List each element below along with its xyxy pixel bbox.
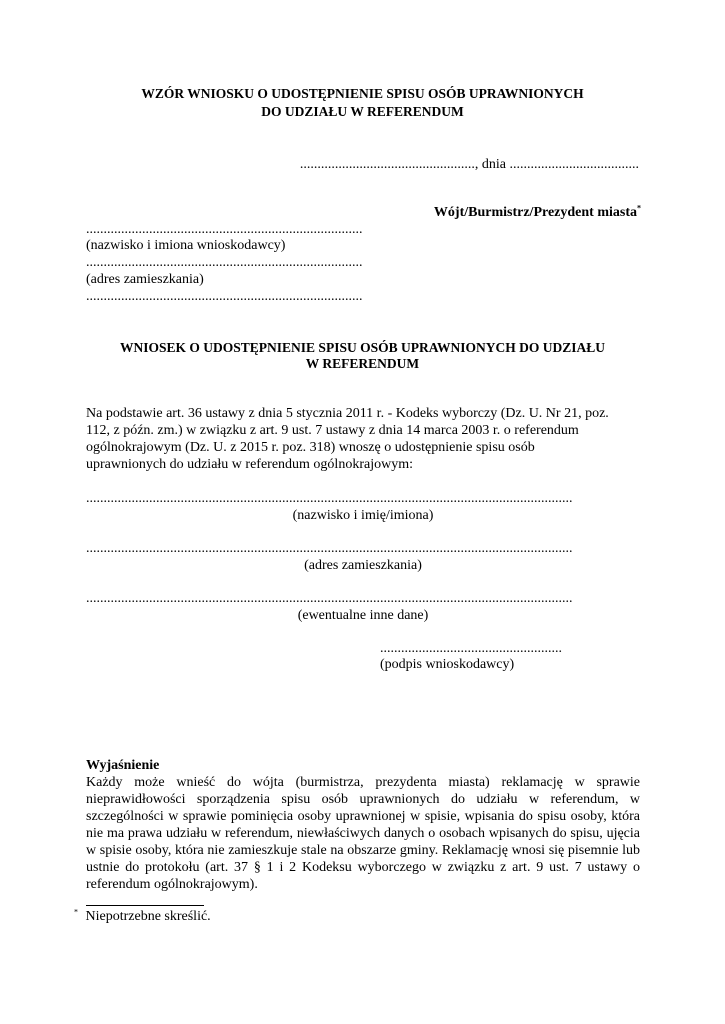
address-field-label: (adres zamieszkania) (304, 558, 422, 573)
applicant-name-dots: ............................................................................... (86, 222, 363, 237)
request-title-line2: W REFERENDUM (305, 356, 420, 371)
footnote-mark: * (74, 907, 78, 917)
applicant-address-dots-2: ............................................................................... (86, 289, 363, 304)
request-body-line1: Na podstawie art. 36 ustawy z dnia 5 stycznia 2011 r. - Kodeks wyborczy (Dz. U. Nr 21, poz. (86, 406, 609, 421)
applicant-address-dots: ............................................................................... (86, 255, 363, 270)
applicant-address-label: (adres zamieszkania) (86, 272, 204, 287)
date-field: ..................................... (509, 157, 639, 172)
name-field-label: (nazwisko i imię/imiona) (292, 508, 434, 523)
place-field: .................................................., dnia (299, 157, 506, 172)
addressee-footnote-mark: * (637, 203, 641, 213)
request-body-line4: uprawnionych do udziału w referendum ogólnokrajowym: (86, 457, 413, 472)
signature-label: (podpis wnioskodawcy) (380, 657, 515, 672)
request-body-line2: 112, z późn. zm.) w związku z art. 9 ust. 7 ustawy z dnia 14 marca 2003 r. o referendum (86, 423, 579, 438)
addressee-text: Wójt/Burmistrz/Prezydent miasta (433, 205, 637, 220)
name-field-dots: ........................................................................................................................................... (86, 491, 573, 506)
document-title-line1: WZÓR WNIOSKU O UDOSTĘPNIENIE SPISU OSÓB UPRAWNIONYCH (141, 86, 584, 101)
explanation-text: Każdy może wnieść do wójta (burmistrza, prezydenta miasta) reklamację w sprawie nieprawidłowości sporządzenia spisu osób uprawnionych do udziału w referendum, w szczególności w sprawie pominięcia osoby uprawnionej w spisie, wpisania do spisu osoby, która nie ma prawa udziału w referendum, niewłaściwych danych o osobach wpisanych do spisu, ujęcia w spisie osoby, która nie zamieszkuje stale na obszarze gminy. Reklamację wnosi się pisemnie lub ustnie do protokołu (art. 37 § 1 i 2 Kodeksu wyborczego w związku z art. 9 ust. 7 ustawy o referendum ogólnokrajowym). (86, 775, 640, 892)
signature-dots: .................................................... (380, 641, 562, 656)
address-field-dots: ........................................................................................................................................... (86, 541, 573, 556)
request-title-line1: WNIOSEK O UDOSTĘPNIENIE SPISU OSÓB UPRAWNIONYCH DO UDZIAŁU (120, 340, 605, 355)
applicant-name-label: (nazwisko i imiona wnioskodawcy) (86, 238, 286, 253)
addressee (434, 204, 641, 221)
place-date-line (300, 156, 639, 173)
other-field-label: (ewentualne inne dane) (297, 608, 429, 623)
request-body-line3: ogólnokrajowym (Dz. U. z 2015 r. poz. 318) wnoszę o udostępnienie spisu osób (86, 440, 535, 455)
footnote-separator (86, 905, 204, 906)
footnote (74, 908, 211, 925)
explanation-heading: Wyjaśnienie (86, 758, 160, 773)
document-title-line2: DO UDZIAŁU W REFERENDUM (261, 104, 464, 119)
other-field-dots: ........................................................................................................................................... (86, 591, 573, 606)
footnote-text: Niepotrzebne skreślić. (85, 909, 211, 924)
